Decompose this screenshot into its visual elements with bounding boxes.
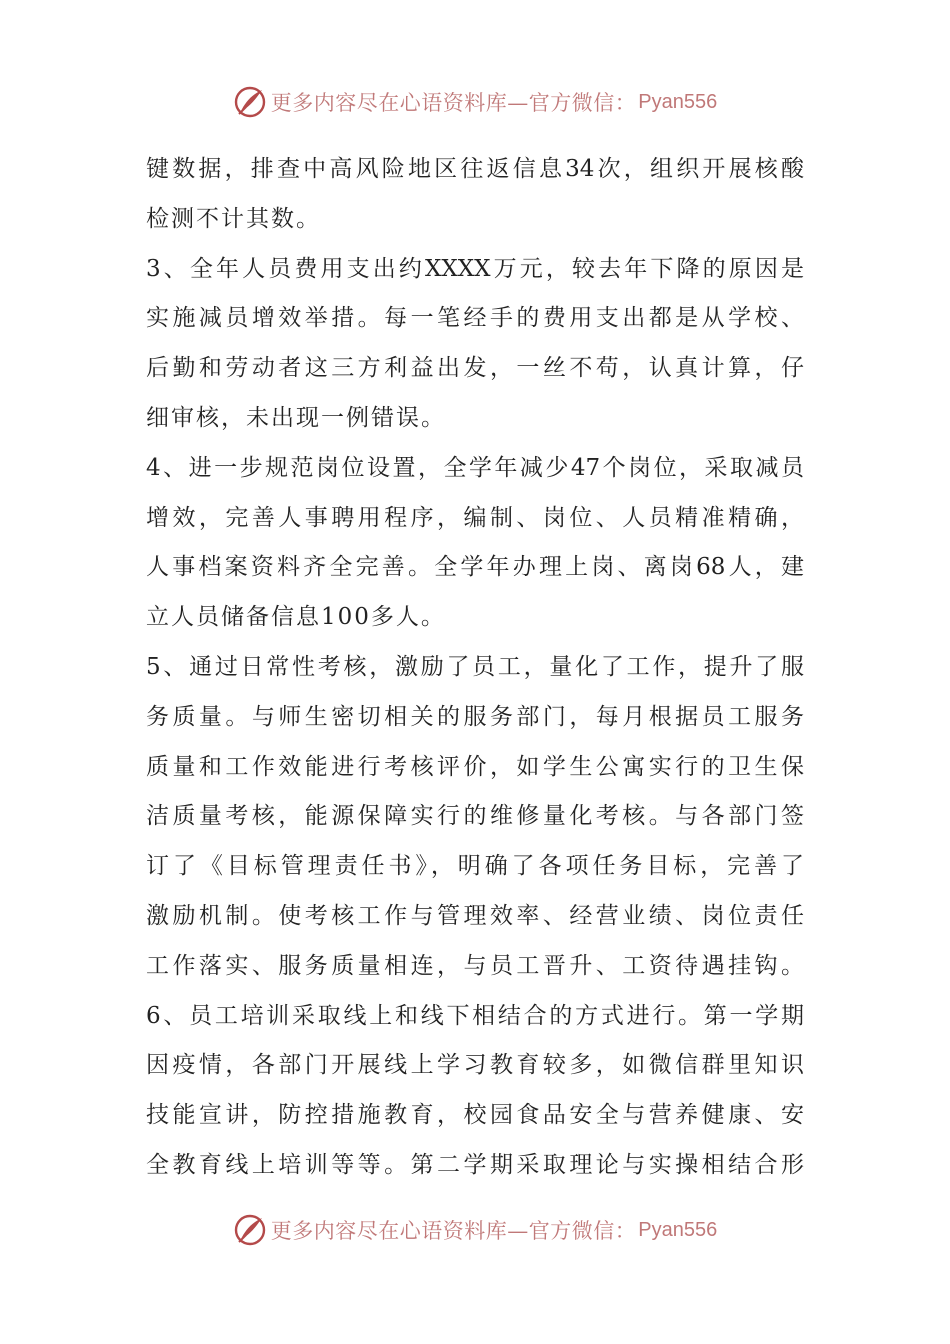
text-line: 后勤和劳动者这三方利益出发，一丝不苟，认真计算，仔 bbox=[146, 355, 804, 382]
quill-logo-icon bbox=[233, 1213, 267, 1247]
text-line: 激励机制。使考核工作与管理效率、经营业绩、岗位责任 bbox=[146, 902, 804, 929]
text-line: 务质量。与师生密切相关的服务部门，每月根据员工服务 bbox=[146, 703, 804, 730]
quill-logo-icon bbox=[233, 85, 267, 119]
wechat-id: Pyan556 bbox=[638, 90, 718, 113]
text-line: 3、全年人员费用支出约XXXX万元，较去年下降的原因是 bbox=[146, 255, 804, 282]
text-line: 技能宣讲，防控措施教育，校园食品安全与营养健康、安 bbox=[146, 1102, 804, 1129]
text-line: 因疫情，各部门开展线上学习教育较多，如微信群里知识 bbox=[146, 1052, 804, 1079]
text-line: 工作落实、服务质量相连，与员工晋升、工资待遇挂钩。 bbox=[146, 952, 804, 979]
text-line: 人事档案资料齐全完善。全学年办理上岗、离岗68人，建 bbox=[146, 554, 804, 581]
text-line: 4、进一步规范岗位设置，全学年减少47个岗位，采取减员 bbox=[146, 454, 804, 481]
footer-banner bbox=[0, 1210, 950, 1250]
text-line: 细审核，未出现一例错误。 bbox=[146, 404, 446, 431]
body-text bbox=[146, 145, 804, 1191]
text-line: 立人员储备信息100多人。 bbox=[146, 604, 446, 631]
text-line: 洁质量考核，能源保障实行的维修量化考核。与各部门签 bbox=[146, 803, 804, 830]
text-line: 质量和工作效能进行考核评价，如学生公寓实行的卫生保 bbox=[146, 753, 804, 780]
text-line: 全教育线上培训等等。第二学期采取理论与实操相结合形 bbox=[146, 1151, 804, 1178]
banner-text: 更多内容尽在心语资料库—官方微信： bbox=[270, 91, 637, 115]
text-line: 订了《目标管理责任书》，明确了各项任务目标，完善了 bbox=[146, 853, 804, 880]
text-line: 键数据，排查中高风险地区往返信息34次，组织开展核酸 bbox=[146, 156, 804, 182]
text-line: 6、员工培训采取线上和线下相结合的方式进行。第一学期 bbox=[146, 1002, 804, 1029]
banner-text: 更多内容尽在心语资料库—官方微信： bbox=[270, 1219, 637, 1243]
wechat-id: Pyan556 bbox=[638, 1218, 718, 1241]
header-banner bbox=[0, 82, 950, 122]
text-line: 5、通过日常性考核，激励了员工，量化了工作，提升了服 bbox=[146, 653, 804, 680]
text-line: 增效，完善人事聘用程序，编制、岗位、人员精准精确， bbox=[146, 504, 804, 531]
text-line: 实施减员增效举措。每一笔经手的费用支出都是从学校、 bbox=[146, 305, 804, 332]
text-line: 检测不计其数。 bbox=[146, 205, 321, 232]
